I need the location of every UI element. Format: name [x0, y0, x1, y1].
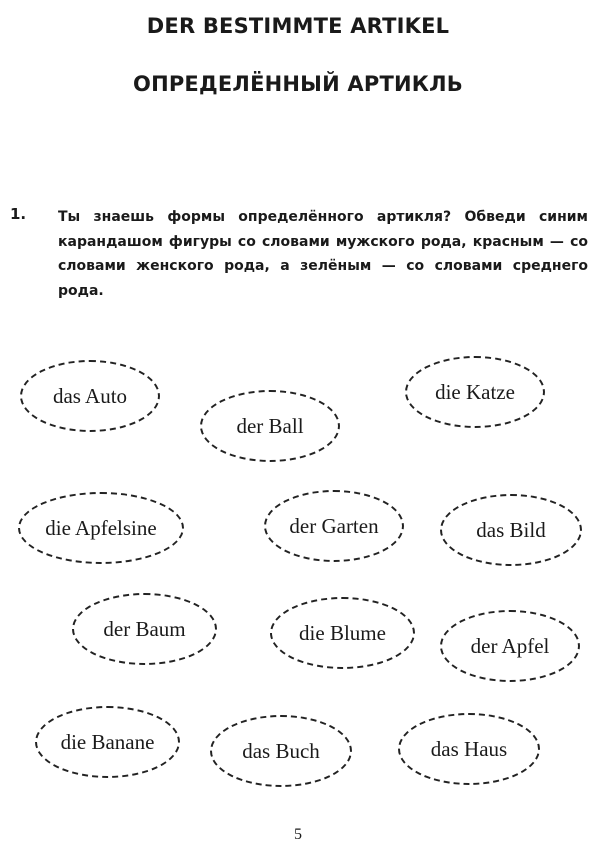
word-oval-die-banane[interactable]: die Banane — [35, 706, 180, 778]
word-oval-die-blume[interactable]: die Blume — [270, 597, 415, 669]
exercise-number: 1. — [10, 205, 27, 223]
word-oval-das-haus[interactable]: das Haus — [398, 713, 540, 785]
page-title-german: DER BESTIMMTE ARTIKEL — [146, 14, 450, 38]
word-oval-der-ball[interactable]: der Ball — [200, 390, 340, 462]
word-oval-das-buch[interactable]: das Buch — [210, 715, 352, 787]
word-oval-das-auto[interactable]: das Auto — [20, 360, 160, 432]
word-oval-die-katze[interactable]: die Katze — [405, 356, 545, 428]
word-oval-die-apfelsine[interactable]: die Apfelsine — [18, 492, 184, 564]
page-number: 5 — [294, 826, 302, 843]
word-oval-der-baum[interactable]: der Baum — [72, 593, 217, 665]
word-oval-der-garten[interactable]: der Garten — [264, 490, 404, 562]
word-oval-der-apfel[interactable]: der Apfel — [440, 610, 580, 682]
page-title-russian: ОПРЕДЕЛЁННЫЙ АРТИКЛЬ — [133, 72, 463, 96]
word-oval-das-bild[interactable]: das Bild — [440, 494, 582, 566]
exercise-instruction: Ты знаешь формы определённого артикля? Обведи синим карандашом фигуры со словами мужского рода, красным — со словами женского рода, а зелёным — со словами среднего рода. — [58, 209, 588, 299]
